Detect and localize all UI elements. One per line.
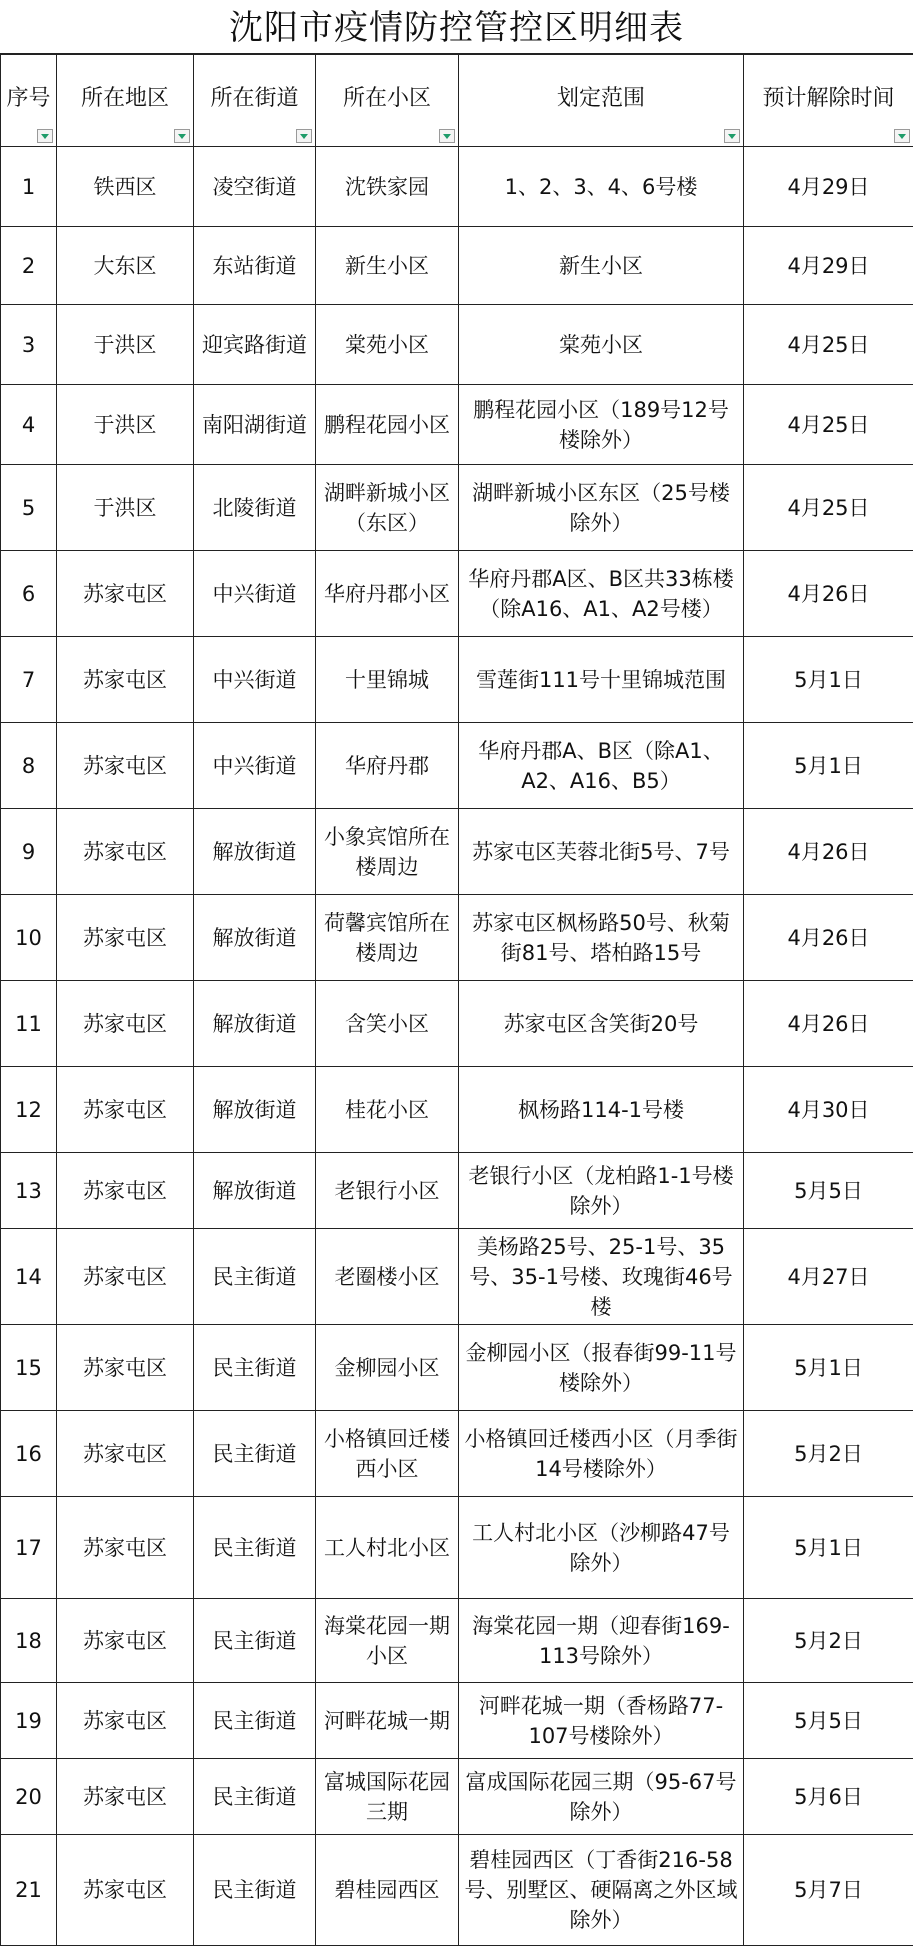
cell-scope: 苏家屯区枫杨路50号、秋菊街81号、塔柏路15号 xyxy=(459,895,744,981)
cell-scope: 老银行小区（龙柏路1-1号楼除外） xyxy=(459,1153,744,1229)
cell-community: 沈铁家园 xyxy=(316,147,459,227)
cell-community: 海棠花园一期小区 xyxy=(316,1599,459,1683)
cell-release: 4月29日 xyxy=(744,227,913,305)
cell-scope: 苏家屯区芙蓉北街5号、7号 xyxy=(459,809,744,895)
cell-community: 老银行小区 xyxy=(316,1153,459,1229)
header-cell xyxy=(459,55,744,147)
table-row xyxy=(1,809,913,895)
cell-district: 苏家屯区 xyxy=(57,1759,194,1835)
header-cell xyxy=(316,55,459,147)
filter-dropdown-icon[interactable] xyxy=(439,129,455,143)
cell-scope: 新生小区 xyxy=(459,227,744,305)
cell-community: 碧桂园西区 xyxy=(316,1835,459,1946)
table-row xyxy=(1,1153,913,1229)
table-row xyxy=(1,1835,913,1946)
cell-street: 解放街道 xyxy=(194,1153,316,1229)
cell-district: 苏家屯区 xyxy=(57,1229,194,1325)
cell-district: 苏家屯区 xyxy=(57,723,194,809)
cell-community: 富城国际花园三期 xyxy=(316,1759,459,1835)
cell-no: 3 xyxy=(1,305,57,385)
cell-release: 4月27日 xyxy=(744,1229,913,1325)
cell-release: 5月1日 xyxy=(744,1325,913,1411)
cell-release: 4月29日 xyxy=(744,147,913,227)
cell-no: 9 xyxy=(1,809,57,895)
cell-release: 4月26日 xyxy=(744,551,913,637)
cell-no: 19 xyxy=(1,1683,57,1759)
cell-community: 小象宾馆所在楼周边 xyxy=(316,809,459,895)
table-row xyxy=(1,1497,913,1599)
cell-community: 新生小区 xyxy=(316,227,459,305)
cell-no: 5 xyxy=(1,465,57,551)
cell-community: 小格镇回迁楼西小区 xyxy=(316,1411,459,1497)
cell-community: 工人村北小区 xyxy=(316,1497,459,1599)
cell-scope: 1、2、3、4、6号楼 xyxy=(459,147,744,227)
cell-scope: 华府丹郡A、B区（除A1、A2、A16、B5） xyxy=(459,723,744,809)
cell-no: 18 xyxy=(1,1599,57,1683)
header-label: 所在小区 xyxy=(320,84,454,118)
cell-scope: 河畔花城一期（香杨路77-107号楼除外） xyxy=(459,1683,744,1759)
cell-release: 4月25日 xyxy=(744,465,913,551)
cell-street: 中兴街道 xyxy=(194,637,316,723)
table-row xyxy=(1,465,913,551)
table-row xyxy=(1,1229,913,1325)
filter-dropdown-icon[interactable] xyxy=(37,129,53,143)
cell-scope: 雪莲街111号十里锦城范围 xyxy=(459,637,744,723)
header-label: 序号 xyxy=(5,84,52,118)
cell-community: 十里锦城 xyxy=(316,637,459,723)
cell-district: 于洪区 xyxy=(57,385,194,465)
cell-scope: 富成国际花园三期（95-67号除外） xyxy=(459,1759,744,1835)
cell-no: 4 xyxy=(1,385,57,465)
cell-no: 2 xyxy=(1,227,57,305)
table-row xyxy=(1,723,913,809)
cell-release: 5月2日 xyxy=(744,1599,913,1683)
cell-community: 华府丹郡 xyxy=(316,723,459,809)
cell-release: 5月5日 xyxy=(744,1153,913,1229)
filter-dropdown-icon[interactable] xyxy=(174,129,190,143)
cell-community: 老圈楼小区 xyxy=(316,1229,459,1325)
table-row xyxy=(1,1325,913,1411)
header-cell xyxy=(1,55,57,147)
table-row xyxy=(1,981,913,1067)
cell-district: 苏家屯区 xyxy=(57,1325,194,1411)
cell-release: 5月7日 xyxy=(744,1835,913,1946)
cell-district: 铁西区 xyxy=(57,147,194,227)
cell-no: 1 xyxy=(1,147,57,227)
cell-district: 大东区 xyxy=(57,227,194,305)
cell-community: 华府丹郡小区 xyxy=(316,551,459,637)
cell-street: 解放街道 xyxy=(194,809,316,895)
cell-street: 北陵街道 xyxy=(194,465,316,551)
cell-no: 15 xyxy=(1,1325,57,1411)
cell-district: 苏家屯区 xyxy=(57,551,194,637)
cell-scope: 金柳园小区（报春街99-11号楼除外） xyxy=(459,1325,744,1411)
cell-scope: 湖畔新城小区东区（25号楼除外） xyxy=(459,465,744,551)
cell-district: 苏家屯区 xyxy=(57,1497,194,1599)
cell-street: 迎宾路街道 xyxy=(194,305,316,385)
cell-release: 5月5日 xyxy=(744,1683,913,1759)
cell-street: 南阳湖街道 xyxy=(194,385,316,465)
cell-release: 5月1日 xyxy=(744,1497,913,1599)
cell-street: 民主街道 xyxy=(194,1411,316,1497)
cell-release: 5月1日 xyxy=(744,723,913,809)
cell-scope: 华府丹郡A区、B区共33栋楼（除A16、A1、A2号楼） xyxy=(459,551,744,637)
cell-no: 13 xyxy=(1,1153,57,1229)
cell-district: 于洪区 xyxy=(57,305,194,385)
cell-street: 民主街道 xyxy=(194,1599,316,1683)
cell-no: 11 xyxy=(1,981,57,1067)
cell-release: 4月26日 xyxy=(744,981,913,1067)
cell-scope: 海棠花园一期（迎春街169-113号除外） xyxy=(459,1599,744,1683)
cell-scope: 枫杨路114-1号楼 xyxy=(459,1067,744,1153)
cell-community: 鹏程花园小区 xyxy=(316,385,459,465)
table-row xyxy=(1,1067,913,1153)
header-label: 预计解除时间 xyxy=(748,84,909,118)
cell-community: 河畔花城一期 xyxy=(316,1683,459,1759)
cell-district: 苏家屯区 xyxy=(57,1411,194,1497)
cell-no: 12 xyxy=(1,1067,57,1153)
table-row xyxy=(1,637,913,723)
cell-street: 民主街道 xyxy=(194,1835,316,1946)
cell-community: 荷馨宾馆所在楼周边 xyxy=(316,895,459,981)
cell-no: 16 xyxy=(1,1411,57,1497)
cell-scope: 苏家屯区含笑街20号 xyxy=(459,981,744,1067)
cell-release: 4月30日 xyxy=(744,1067,913,1153)
cell-no: 6 xyxy=(1,551,57,637)
cell-district: 苏家屯区 xyxy=(57,981,194,1067)
filter-dropdown-icon[interactable] xyxy=(724,129,740,143)
cell-district: 苏家屯区 xyxy=(57,1153,194,1229)
cell-district: 苏家屯区 xyxy=(57,637,194,723)
table-row xyxy=(1,385,913,465)
cell-community: 湖畔新城小区（东区） xyxy=(316,465,459,551)
cell-street: 中兴街道 xyxy=(194,551,316,637)
cell-district: 苏家屯区 xyxy=(57,1835,194,1946)
data-table xyxy=(0,54,913,1946)
header-label: 所在街道 xyxy=(198,84,311,118)
cell-no: 21 xyxy=(1,1835,57,1946)
table-row xyxy=(1,147,913,227)
cell-street: 东站街道 xyxy=(194,227,316,305)
header-label: 划定范围 xyxy=(463,84,739,118)
cell-release: 5月6日 xyxy=(744,1759,913,1835)
cell-no: 17 xyxy=(1,1497,57,1599)
table-row xyxy=(1,305,913,385)
cell-street: 民主街道 xyxy=(194,1759,316,1835)
cell-district: 于洪区 xyxy=(57,465,194,551)
table-row xyxy=(1,1759,913,1835)
cell-district: 苏家屯区 xyxy=(57,809,194,895)
page-title: 沈阳市疫情防控管控区明细表 xyxy=(0,0,913,54)
cell-district: 苏家屯区 xyxy=(57,1599,194,1683)
cell-community: 棠苑小区 xyxy=(316,305,459,385)
table-row xyxy=(1,1683,913,1759)
cell-district: 苏家屯区 xyxy=(57,1683,194,1759)
cell-release: 5月2日 xyxy=(744,1411,913,1497)
table-row xyxy=(1,895,913,981)
cell-street: 民主街道 xyxy=(194,1325,316,1411)
filter-dropdown-icon[interactable] xyxy=(296,129,312,143)
cell-release: 4月26日 xyxy=(744,809,913,895)
cell-street: 凌空街道 xyxy=(194,147,316,227)
cell-no: 14 xyxy=(1,1229,57,1325)
cell-street: 中兴街道 xyxy=(194,723,316,809)
cell-release: 5月1日 xyxy=(744,637,913,723)
cell-release: 4月26日 xyxy=(744,895,913,981)
cell-street: 解放街道 xyxy=(194,981,316,1067)
cell-street: 民主街道 xyxy=(194,1683,316,1759)
table-row xyxy=(1,551,913,637)
cell-street: 解放街道 xyxy=(194,895,316,981)
header-row xyxy=(1,55,913,147)
cell-no: 20 xyxy=(1,1759,57,1835)
cell-no: 7 xyxy=(1,637,57,723)
cell-scope: 碧桂园西区（丁香街216-58号、别墅区、硬隔离之外区域除外） xyxy=(459,1835,744,1946)
cell-scope: 小格镇回迁楼西小区（月季街14号楼除外） xyxy=(459,1411,744,1497)
filter-dropdown-icon[interactable] xyxy=(894,129,910,143)
table-row xyxy=(1,1411,913,1497)
cell-scope: 美杨路25号、25-1号、35号、35-1号楼、玫瑰街46号楼 xyxy=(459,1229,744,1325)
cell-street: 民主街道 xyxy=(194,1229,316,1325)
cell-scope: 棠苑小区 xyxy=(459,305,744,385)
cell-release: 4月25日 xyxy=(744,305,913,385)
cell-scope: 鹏程花园小区（189号12号楼除外） xyxy=(459,385,744,465)
cell-release: 4月25日 xyxy=(744,385,913,465)
cell-community: 金柳园小区 xyxy=(316,1325,459,1411)
cell-scope: 工人村北小区（沙柳路47号除外） xyxy=(459,1497,744,1599)
table-row xyxy=(1,227,913,305)
cell-district: 苏家屯区 xyxy=(57,895,194,981)
cell-street: 民主街道 xyxy=(194,1497,316,1599)
header-cell xyxy=(194,55,316,147)
cell-district: 苏家屯区 xyxy=(57,1067,194,1153)
cell-street: 解放街道 xyxy=(194,1067,316,1153)
header-cell xyxy=(57,55,194,147)
header-label: 所在地区 xyxy=(61,84,189,118)
cell-community: 桂花小区 xyxy=(316,1067,459,1153)
cell-no: 10 xyxy=(1,895,57,981)
cell-community: 含笑小区 xyxy=(316,981,459,1067)
table-row xyxy=(1,1599,913,1683)
header-cell xyxy=(744,55,913,147)
cell-no: 8 xyxy=(1,723,57,809)
